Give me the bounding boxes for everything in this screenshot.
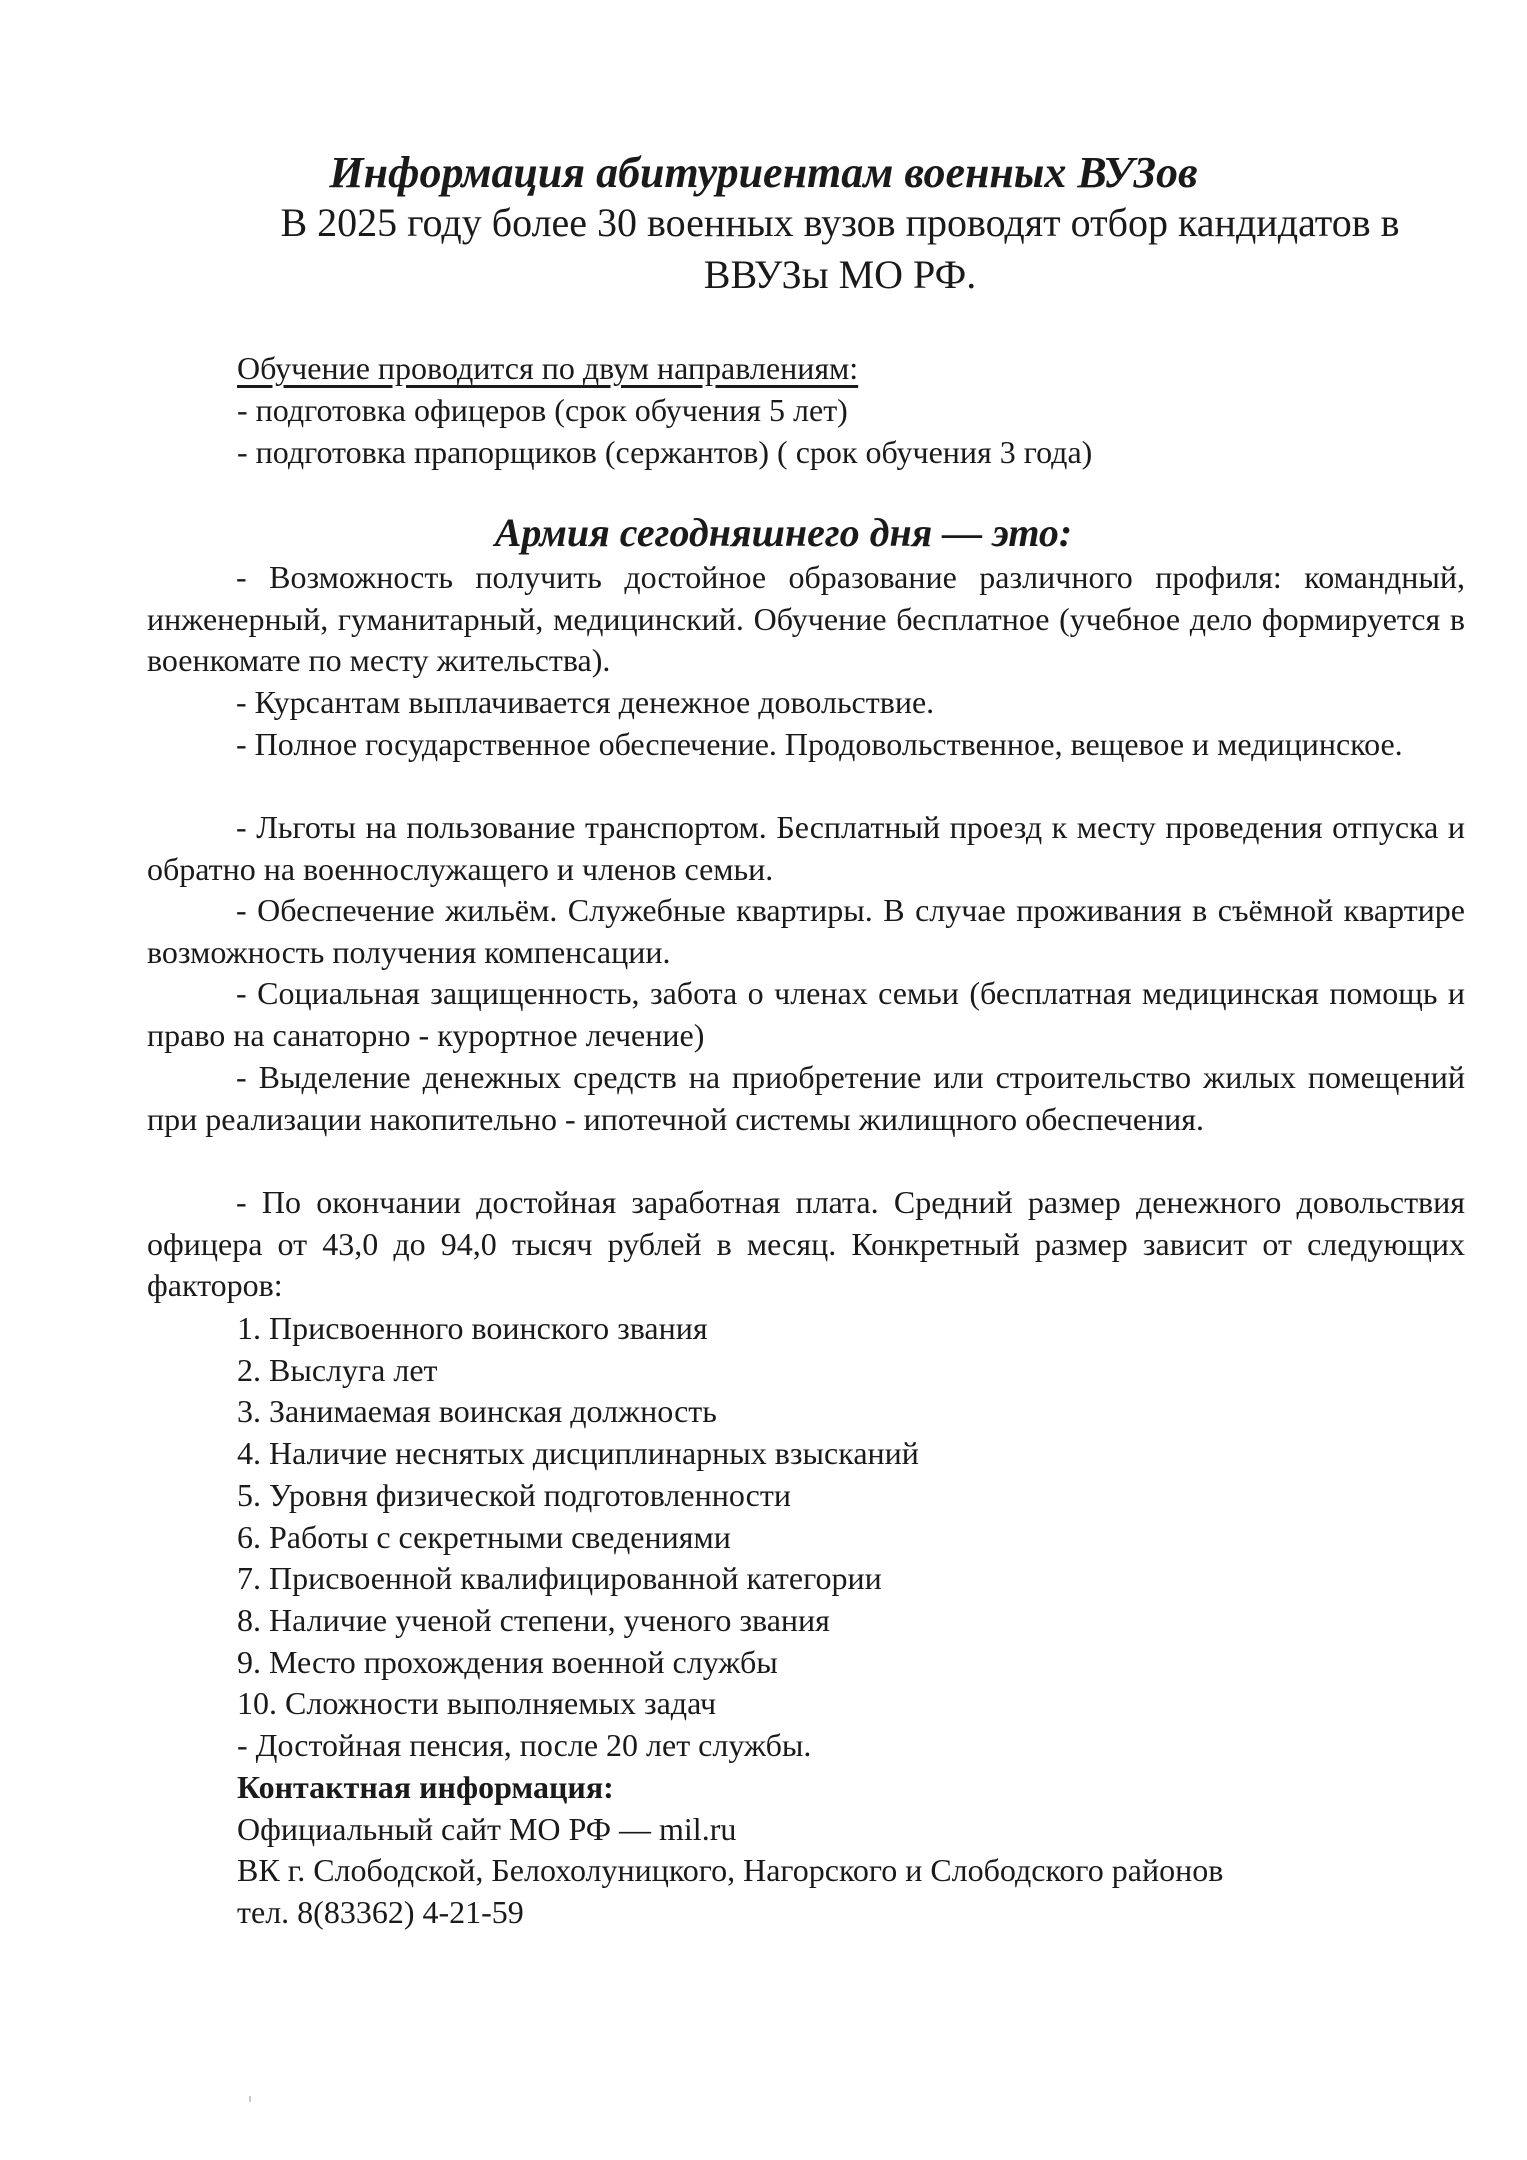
- document-title: Информация абитуриентам военных ВУЗов: [329, 148, 1198, 197]
- list-item: 6. Работы с секретными сведениями: [237, 1518, 731, 1555]
- list-item: 1. Присвоенного воинского звания: [237, 1310, 708, 1346]
- paragraph-mortgage: - Выделение денежных средств на приобретение или строительство жилых помещений при реализации накопительно - ипотечной системы жилищного обеспечения.: [147, 1059, 1465, 1137]
- training-item-officers: - подготовка офицеров (срок обучения 5 лет): [237, 392, 848, 428]
- list-item: 7. Присвоенной квалифицированной категории: [237, 1560, 882, 1597]
- paragraph-state-support: - Полное государственное обеспечение. Продовольственное, вещевое и медицинское.: [236, 726, 1403, 762]
- army-heading: Армия сегодняшнего дня — это:: [494, 510, 1073, 555]
- salary-factors-list: [237, 1308, 919, 1767]
- paragraph-salary: - По окончании достойная заработная плата. Средний размер денежного довольствия офицера от 43,0 до 94,0 тысяч рублей в месяц. Конкретный размер зависит от следующих факторов:: [147, 1184, 1465, 1304]
- contacts-heading: Контактная информация:: [237, 1769, 614, 1805]
- pension-item: - Достойная пенсия, после 20 лет службы.: [237, 1727, 812, 1764]
- list-item: 9. Место прохождения военной службы: [237, 1643, 778, 1680]
- training-heading: Обучение проводится по двум направлениям:: [237, 350, 859, 386]
- list-item: 5. Уровня физической подготовленности: [237, 1476, 791, 1513]
- scan-speck: [249, 2096, 251, 2102]
- training-item-warrant-officers: - подготовка прапорщиков (сержантов) ( срок обучения 3 года): [237, 434, 1093, 470]
- list-item: 2. Выслуга лет: [237, 1351, 438, 1388]
- paragraph-allowance: - Курсантам выплачивается денежное довольствие.: [236, 684, 935, 720]
- paragraph-housing: - Обеспечение жильём. Служебные квартиры. В случае проживания в съёмной квартире возможность получения компенсации.: [147, 892, 1465, 970]
- paragraph-transport: - Льготы на пользование транспортом. Бесплатный проезд к месту проведения отпуска и обратно на военнослужащего и членов семьи.: [147, 809, 1465, 887]
- paragraph-education: - Возможность получить достойное образование различного профиля: командный, инженерный, гуманитарный, медицинский. Обучение бесплатное (учебное дело формируется в военкомате по месту жительства).: [147, 559, 1465, 679]
- list-item: 3. Занимаемая воинская должность: [237, 1393, 717, 1430]
- contacts-section: [237, 1767, 1223, 1934]
- contacts-office: ВК г. Слободской, Белохолуницкого, Нагорского и Слободского районов: [237, 1852, 1224, 1889]
- list-item: 4. Наличие неснятых дисциплинарных взысканий: [237, 1435, 919, 1472]
- training-section: [237, 347, 1092, 473]
- paragraph-social: - Социальная защищенность, забота о членах семьи (бесплатная медицинская помощь и право на санаторно - курортное лечение): [147, 975, 1465, 1053]
- list-item: 8. Наличие ученой степени, ученого звания: [237, 1601, 830, 1638]
- contacts-website: Официальный сайт МО РФ — mil.ru: [237, 1810, 737, 1847]
- contacts-phone: тел. 8(83362) 4-21-59: [237, 1894, 524, 1931]
- document-subtitle: В 2025 году более 30 военных вузов проводят отбор кандидатов в ВВУЗы МО РФ.: [280, 200, 1400, 297]
- list-item: 10. Сложности выполняемых задач: [237, 1685, 717, 1722]
